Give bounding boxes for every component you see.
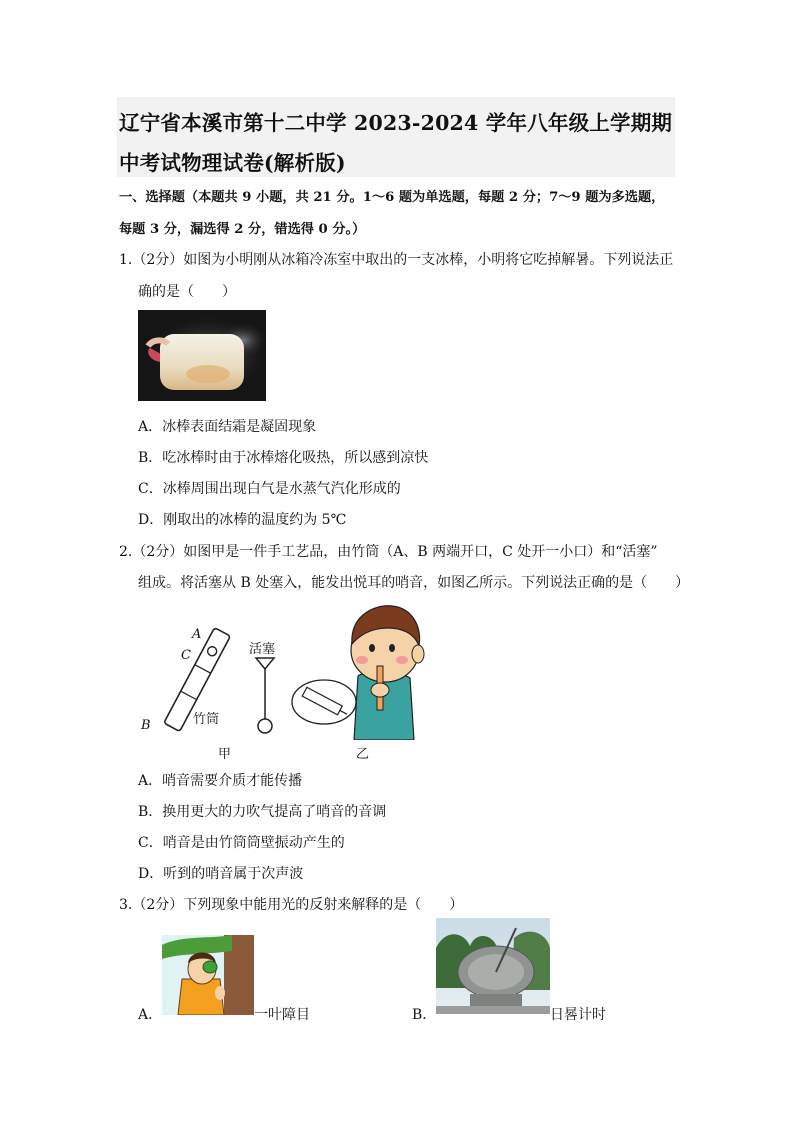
label-yi: 乙	[356, 747, 370, 762]
q1-stem-line-2: 确的是（ ）	[138, 284, 236, 300]
label-jia: 甲	[218, 747, 232, 762]
boy-whistle-figure	[288, 598, 440, 740]
q3-stem: 3.（2分）下列现象中能用光的反射来解释的是（ ）	[119, 897, 464, 913]
popsicle-photo	[138, 310, 266, 401]
q1-stem-line-1: 1.（2分）如图为小明刚从冰箱冷冻室中取出的一支冰棒，小明将它吃掉解暑。下列说法正	[119, 252, 674, 268]
q3-option-b-text: 日晷计时	[550, 1007, 606, 1023]
page-title-line-1: 辽宁省本溪市第十二中学 2023-2024 学年八年级上学期期	[119, 111, 673, 135]
label-a: A	[192, 627, 202, 642]
piston-figure	[250, 655, 280, 737]
q1-option-d: D．刚取出的冰棒的温度约为 5℃	[138, 512, 347, 528]
leaf-blocking-eyes-image	[162, 935, 254, 1015]
q1-option-b: B．吃冰棒时由于冰棒熔化吸热，所以感到凉快	[138, 450, 429, 466]
q3-option-a-prefix: A．	[138, 1007, 163, 1023]
q2-option-b: B．换用更大的力吹气提高了哨音的音调	[138, 804, 387, 820]
label-b: B	[141, 718, 151, 733]
q2-option-c: C．哨音是由竹筒筒壁振动产生的	[138, 835, 345, 851]
section-heading-line-1: 一、选择题（本题共 9 小题，共 21 分。1～6 题为单选题，每题 2 分；7～9 题为多选题，	[119, 190, 665, 205]
label-tube: 竹筒	[193, 712, 220, 727]
q2-option-d: D．听到的哨音属于次声波	[138, 866, 304, 882]
q2-stem-line-1: 2.（2分）如图甲是一件手工艺品，由竹筒（A、B 两端开口，C 处开一小口）和“活塞”	[119, 544, 658, 560]
sundial-image	[436, 918, 550, 1014]
q3-option-b-prefix: B．	[412, 1007, 437, 1023]
section-heading-line-2: 每题 3 分，漏选得 2 分，错选得 0 分。）	[119, 222, 366, 237]
page-title-line-2: 中考试物理试卷(解析版)	[119, 151, 346, 175]
q1-option-c: C．冰棒周围出现白气是水蒸气汽化形成的	[138, 481, 401, 497]
q2-option-a: A．哨音需要介质才能传播	[138, 773, 303, 789]
q2-stem-line-2: 组成。将活塞从 B 处塞入，能发出悦耳的哨音，如图乙所示。下列说法正确的是（ ）	[138, 575, 690, 591]
label-c: C	[181, 648, 191, 663]
label-piston: 活塞	[249, 642, 276, 657]
q1-option-a: A．冰棒表面结霜是凝固现象	[138, 419, 317, 435]
q3-option-a-text: 一叶障目	[254, 1007, 310, 1023]
